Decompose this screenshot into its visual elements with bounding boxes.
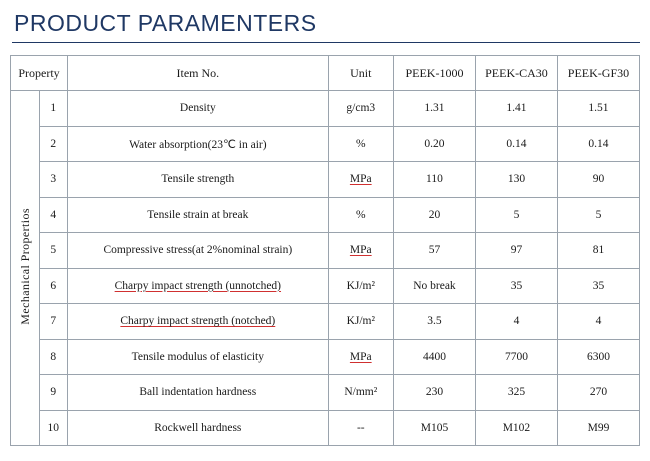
row-value-peek-1000: 57 — [393, 233, 475, 269]
row-value-peek-gf30: M99 — [557, 410, 639, 446]
row-value-peek-ca30: M102 — [475, 410, 557, 446]
row-number: 10 — [39, 410, 68, 446]
row-value-peek-1000: 0.20 — [393, 126, 475, 162]
row-value-peek-ca30: 97 — [475, 233, 557, 269]
column-header-peek-ca30: PEEK-CA30 — [475, 56, 557, 91]
row-value-peek-ca30: 5 — [475, 197, 557, 233]
row-item-name: Ball indentation hardness — [68, 375, 329, 411]
table-row — [11, 339, 640, 375]
table-row — [11, 304, 640, 340]
row-item-name: Tensile modulus of elasticity — [68, 339, 329, 375]
row-value-peek-gf30: 0.14 — [557, 126, 639, 162]
row-value-peek-ca30: 1.41 — [475, 91, 557, 127]
row-value-peek-gf30: 5 — [557, 197, 639, 233]
row-item-name: Water absorption(23℃ in air) — [68, 126, 329, 162]
row-value-peek-gf30: 270 — [557, 375, 639, 411]
column-header-property: Property — [11, 56, 68, 91]
product-parameters-table — [10, 55, 640, 446]
row-item-name — [68, 304, 329, 340]
row-unit: g/cm3 — [328, 91, 393, 127]
table-row — [11, 162, 640, 198]
row-unit-text: MPa — [349, 173, 372, 186]
row-value-peek-gf30: 6300 — [557, 339, 639, 375]
row-value-peek-ca30: 4 — [475, 304, 557, 340]
row-value-peek-ca30: 7700 — [475, 339, 557, 375]
row-item-name: Rockwell hardness — [68, 410, 329, 446]
table-header-row — [11, 56, 640, 91]
row-value-peek-ca30: 130 — [475, 162, 557, 198]
table-row — [11, 375, 640, 411]
property-group-label: Mechanical Propertios — [17, 208, 32, 325]
row-value-peek-ca30: 35 — [475, 268, 557, 304]
row-number: 3 — [39, 162, 68, 198]
row-unit: KJ/m² — [328, 304, 393, 340]
row-value-peek-1000: No break — [393, 268, 475, 304]
table-row — [11, 126, 640, 162]
row-value-peek-1000: 4400 — [393, 339, 475, 375]
column-header-unit: Unit — [328, 56, 393, 91]
row-number: 7 — [39, 304, 68, 340]
row-item-name: Tensile strength — [68, 162, 329, 198]
row-unit — [328, 233, 393, 269]
row-value-peek-1000: 20 — [393, 197, 475, 233]
row-item-text: Charpy impact strength (unnotched) — [114, 279, 282, 292]
row-item-name: Tensile strain at break — [68, 197, 329, 233]
row-value-peek-1000: 1.31 — [393, 91, 475, 127]
row-value-peek-1000: 110 — [393, 162, 475, 198]
spec-table-container — [0, 43, 650, 446]
row-item-name: Density — [68, 91, 329, 127]
property-group-cell — [11, 91, 40, 446]
row-item-name: Compressive stress(at 2%nominal strain) — [68, 233, 329, 269]
row-unit: % — [328, 126, 393, 162]
row-item-text: Charpy impact strength (notched) — [120, 315, 276, 328]
row-unit — [328, 339, 393, 375]
row-value-peek-gf30: 90 — [557, 162, 639, 198]
table-row — [11, 410, 640, 446]
row-value-peek-1000: M105 — [393, 410, 475, 446]
row-unit — [328, 162, 393, 198]
column-header-peek-gf30: PEEK-GF30 — [557, 56, 639, 91]
column-header-item-no: Item No. — [68, 56, 329, 91]
row-unit: KJ/m² — [328, 268, 393, 304]
row-number: 2 — [39, 126, 68, 162]
row-value-peek-gf30: 1.51 — [557, 91, 639, 127]
row-unit: % — [328, 197, 393, 233]
row-unit-text: MPa — [349, 350, 372, 363]
table-row — [11, 197, 640, 233]
row-number: 8 — [39, 339, 68, 375]
row-value-peek-gf30: 4 — [557, 304, 639, 340]
row-number: 9 — [39, 375, 68, 411]
row-unit: -- — [328, 410, 393, 446]
row-value-peek-1000: 230 — [393, 375, 475, 411]
row-value-peek-gf30: 35 — [557, 268, 639, 304]
row-unit: N/mm² — [328, 375, 393, 411]
row-value-peek-ca30: 325 — [475, 375, 557, 411]
table-header — [11, 56, 640, 91]
row-value-peek-1000: 3.5 — [393, 304, 475, 340]
row-item-name — [68, 268, 329, 304]
row-number: 5 — [39, 233, 68, 269]
table-row — [11, 91, 640, 127]
page-title: PRODUCT PARAMENTERS — [14, 10, 317, 36]
table-row — [11, 233, 640, 269]
table-row — [11, 268, 640, 304]
row-number: 6 — [39, 268, 68, 304]
table-body — [11, 91, 640, 446]
row-unit-text: MPa — [349, 244, 372, 257]
row-number: 1 — [39, 91, 68, 127]
row-value-peek-gf30: 81 — [557, 233, 639, 269]
row-value-peek-ca30: 0.14 — [475, 126, 557, 162]
column-header-peek-1000: PEEK-1000 — [393, 56, 475, 91]
row-number: 4 — [39, 197, 68, 233]
